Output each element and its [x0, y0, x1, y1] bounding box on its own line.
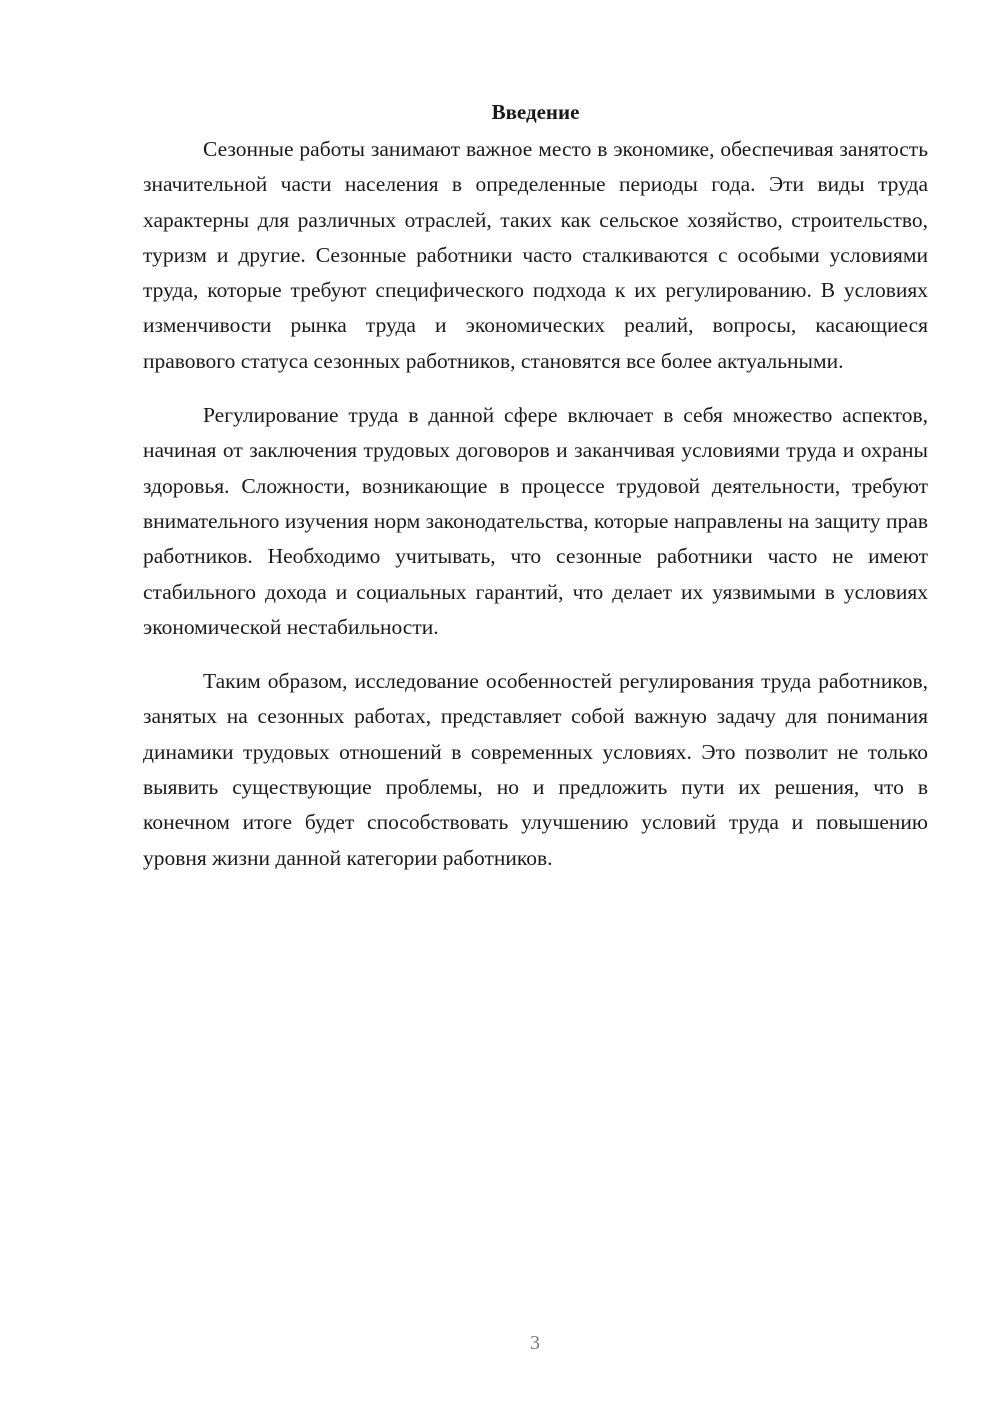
section-title: Введение	[491, 100, 580, 124]
page-number: 3	[530, 1332, 540, 1354]
paragraph-3: Таким образом, исследование особенностей регулирования труда работников, занятых на сезонных работах, представляет собой важную задачу для понимания динамики трудовых отношений в современных условиях. Это позволит не только выявить существующие проблемы, но и предложить пути их решения, что в конечном итоге будет способствовать улучшению условий труда и повышению уровня жизни данной категории работников.	[143, 669, 928, 870]
paragraph-1: Сезонные работы занимают важное место в экономике, обеспечивая занятость значительной части населения в определенные периоды года. Эти виды труда характерны для различных отраслей, таких как сельское хозяйство, строительство, туризм и другие. Сезонные работники часто сталкиваются с особыми условиями труда, которые требуют специфического подхода к их регулированию. В условиях изменчивости рынка труда и экономических реалий, вопросы, касающиеся правового статуса сезонных работников, становятся все более актуальными.	[143, 137, 928, 373]
paragraph-2: Регулирование труда в данной сфере включает в себя множество аспектов, начиная от заключения трудовых договоров и заканчивая условиями труда и охраны здоровья. Сложности, возникающие в процессе трудовой деятельности, требуют внимательного изучения норм законодательства, которые направлены на защиту прав работников. Необходимо учитывать, что сезонные работники часто не имеют стабильного дохода и социальных гарантий, что делает их уязвимыми в условиях экономической нестабильности.	[143, 403, 928, 639]
page-content	[143, 92, 928, 876]
